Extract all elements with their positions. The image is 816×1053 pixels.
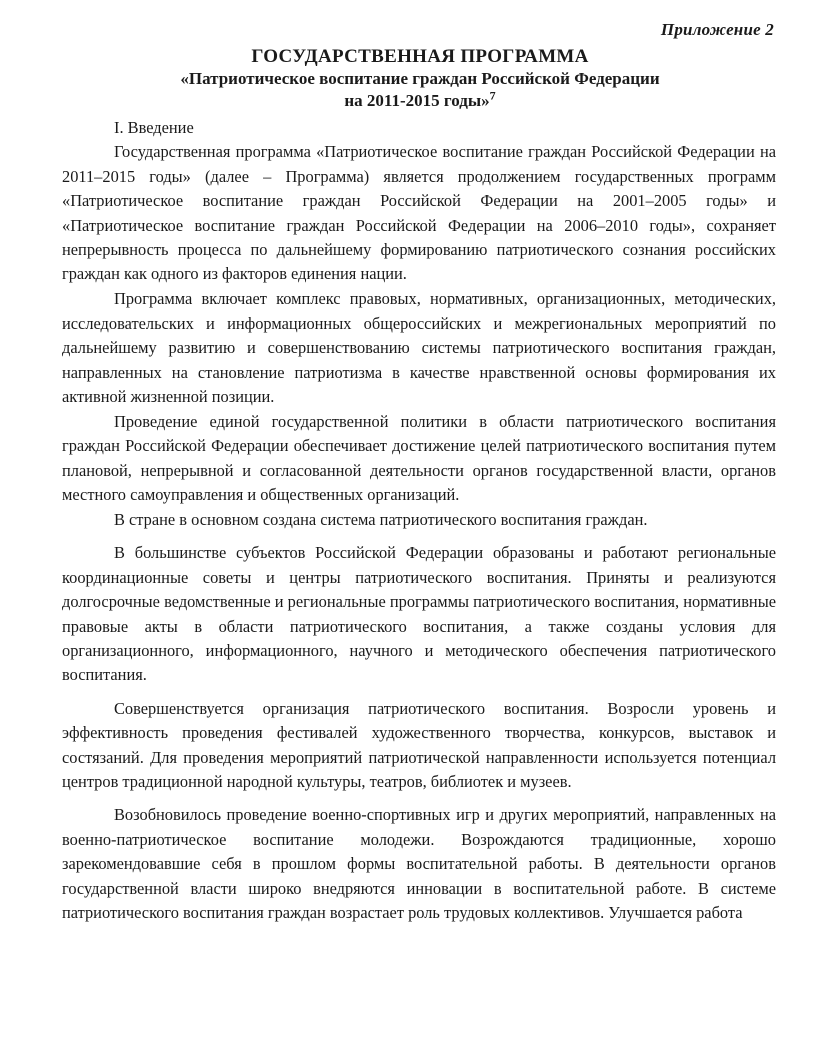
title-block <box>60 46 780 112</box>
paragraph-2: Программа включает комплекс правовых, нормативных, организационных, методических, исследовательских и информационных общероссийских и межрегиональных мероприятий по дальнейшему развитию и совершенствованию системы патриотического воспитания граждан, направленных на становление патриотизма в качестве нравственной основы формирования их активной жизненной позиции. <box>62 289 776 406</box>
section-heading: I. Введение <box>114 118 194 137</box>
paragraph-7: Возобновилось проведение военно-спортивных игр и других мероприятий, направленных на военно-патриотическое воспитание молодежи. Возрождаются традиционные, хорошо зарекомендовавшие себя в прошлом формы воспитательной работы. В деятельности органов государственной власти широко внедряются инновации в воспитательной работе. В системе патриотического воспитания граждан возрастает роль трудовых коллективов. Улучшается работа <box>62 805 776 923</box>
paragraph-4: В стране в основном создана система патриотического воспитания граждан. <box>114 510 648 529</box>
document-subtitle-line2 <box>60 90 780 112</box>
paragraph-3: Проведение единой государственной политики в области патриотического воспитания граждан Российской Федерации обеспечивает достижение целей патриотического воспитания путем плановой, непрерывной и согласованной деятельности органов государственной власти, органов местного самоуправления и общественных организаций. <box>62 411 776 505</box>
paragraph-1: Государственная программа «Патриотическое воспитание граждан Российской Федерации на 2011–2015 годы» (далее – Программа) является продолжением государственных программ «Патриотическое воспитание граждан Российской Федерации на 2001–2005 годы» и «Патриотическое воспитание граждан Российской Федерации на 2006–2010 годы», сохраняет непрерывность процесса по дальнейшему формированию патриотического сознания российских граждан как одного из факторов единения нации. <box>62 142 776 284</box>
document-title: ГОСУДАРСТВЕННАЯ ПРОГРАММА <box>251 46 589 67</box>
appendix-label: Приложение 2 <box>660 20 774 39</box>
subtitle-years: на 2011-2015 годы» <box>344 91 490 110</box>
footnote-reference: 7 <box>489 88 496 103</box>
paragraph-5: В большинстве субъектов Российской Федерации образованы и работают региональные координационные советы и центры патриотического воспитания. Приняты и реализуются долгосрочные ведомственные и региональные программы патриотического воспитания, нормативные правовые акты в области патриотического воспитания, а также созданы условия для организационного, информационного, научного и методического обеспечения патриотического воспитания. <box>62 543 776 685</box>
document-subtitle-line1: «Патриотическое воспитание граждан Российской Федерации <box>180 69 660 88</box>
document-body <box>62 116 776 926</box>
paragraph-6: Совершенствуется организация патриотического воспитания. Возросли уровень и эффективность проведения фестивалей художественного творчества, конкурсов, выставок и состязаний. Для проведения мероприятий патриотической направленности используется потенциал центров традиционной народной культуры, театров, библиотек и музеев. <box>62 698 776 792</box>
